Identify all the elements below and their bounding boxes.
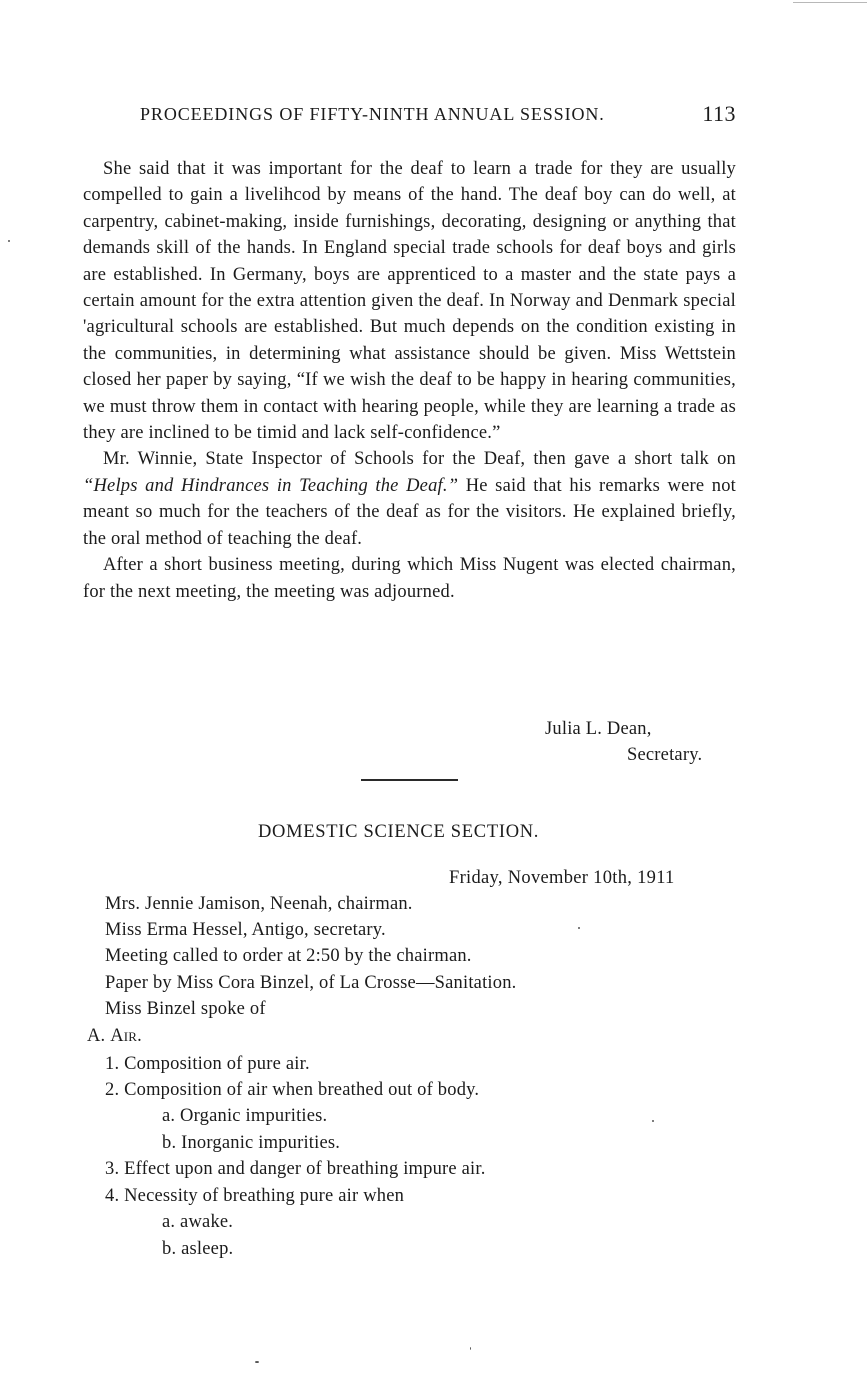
signature-name: Julia L. Dean, [545,719,652,739]
page-header [140,101,736,131]
outline-item: 1. Composition of pure air. [105,1054,310,1074]
section-separator-rule [361,779,458,781]
scan-speck [652,1120,654,1122]
outline-subitem: b. Inorganic impurities. [162,1133,341,1153]
scan-speck [578,927,580,929]
spoke-of-line: Miss Binzel spoke of [105,999,266,1019]
paragraph-wettstein-summary: She said that it was important for the deaf to learn a trade for they are usually compelled to gain a livelihcod by means of the hand. The deaf boy can do well, at carpentry, cabinet-making, inside furnishings, decorating, designing or anything that demands skill of the hands. In England special trade schools for deaf boys and girls are established. In Germany, boys are apprenticed to a master and the state pays a certain amount for the extra attention given the deaf. In Norway and Denmark special 'agricultural schools are established. But much depends on the condition existing in the communities, in determining what assistance should be given. Miss Wettstein closed her paper by saying, “If we wish the deaf to be happy in hearing communities, we must throw them in contact with hearing people, while they are learning a trade as they are inclined to be timid and lack self-confidence.” [83,159,736,444]
talk-title: “Helps and Hindrances in Teaching the Deaf.” [83,475,459,496]
outline-item: 4. Necessity of breathing pure air when [105,1186,405,1206]
chairman-line: Mrs. Jennie Jamison, Neenah, chairman. [105,894,413,914]
scan-speck [255,1361,259,1363]
running-head: PROCEEDINGS OF FIFTY-NINTH ANNUAL SESSION. [140,104,605,124]
outline-item: 3. Effect upon and danger of breathing impure air. [105,1159,486,1179]
outline-subitem: b. asleep. [162,1239,234,1259]
outline-heading-letter: A. [87,1026,106,1046]
paragraph-winnie-text-after: He said that his remarks were not meant so much for the teachers of the deaf as for the visitors. He explained briefly, the oral method of teaching the deaf. [83,475,737,549]
outline-heading-word: Air. [110,1026,143,1046]
scan-speck [470,1347,471,1350]
paragraph-winnie-talk [83,446,736,552]
outline-item: 2. Composition of air when breathed out of body. [105,1080,480,1100]
paragraph-adjournment: After a short business meeting, during which Miss Nugent was elected chairman, for the next meeting, the meeting was adjourned. [83,555,736,602]
meeting-date: Friday, November 10th, 1911 [449,868,675,888]
meeting-called-line: Meeting called to order at 2:50 by the chairman. [105,946,472,966]
signature-title: Secretary. [627,745,703,765]
scan-speck [8,240,10,242]
body-text [83,156,736,605]
outline-subitem: a. awake. [162,1212,234,1232]
outline-heading-a [87,1026,142,1047]
paragraph-winnie-text-before: Mr. Winnie, State Inspector of Schools for the Deaf, then gave a short talk on [103,449,736,470]
secretary-line: Miss Erma Hessel, Antigo, secretary. [105,920,386,940]
scan-edge-line [793,2,867,3]
section-title: DOMESTIC SCIENCE SECTION. [258,822,540,842]
paper-line: Paper by Miss Cora Binzel, of La Crosse—Sanitation. [105,973,517,993]
outline-subitem: a. Organic impurities. [162,1106,328,1126]
page-number: 113 [702,101,736,126]
